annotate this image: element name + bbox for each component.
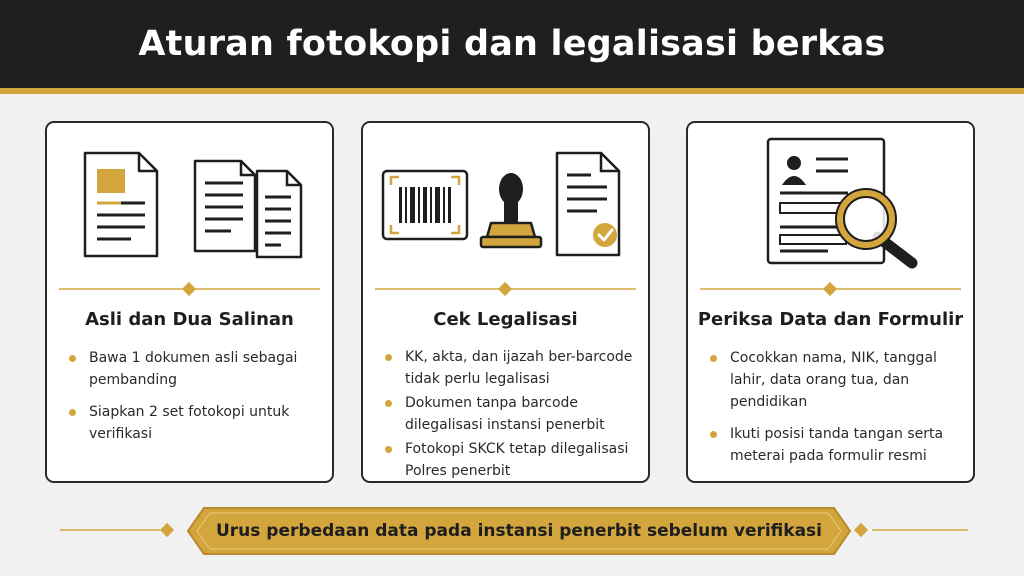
list-item: Dokumen tanpa barcode dilegalisasi instansi penerbit [385, 392, 640, 436]
card-1-illustration [47, 123, 332, 273]
bullet-dot-icon [385, 354, 392, 361]
bullet-dot-icon [69, 355, 76, 362]
card-check-data-and-form [686, 121, 975, 483]
page-title: Aturan fotokopi dan legalisasi berkas [138, 24, 886, 64]
list-item: Cocokkan nama, NIK, tanggal lahir, data orang tua, dan pendidikan [710, 347, 965, 413]
banner-text: Urus perbedaan data pada instansi penerbit sebelum verifikasi [215, 521, 823, 541]
card-heading: Asli dan Dua Salinan [85, 309, 294, 330]
bullet-dot-icon [710, 431, 717, 438]
copies-icon [195, 161, 301, 257]
card-3-illustration [688, 123, 973, 273]
bullet-list [385, 346, 640, 484]
bullet-dot-icon [69, 409, 76, 416]
verified-document-icon [557, 153, 619, 255]
list-item: Ikuti posisi tanda tangan serta meterai pada formulir resmi [710, 423, 965, 467]
bullet-dot-icon [710, 355, 717, 362]
card-2-illustration [363, 123, 648, 273]
bullet-dot-icon [385, 446, 392, 453]
card-original-and-copies [45, 121, 334, 483]
list-item: Fotokopi SKCK tetap dilegalisasi Polres penerbit [385, 438, 640, 482]
header [0, 0, 1024, 88]
barcode-icon [383, 171, 467, 239]
card-divider [700, 281, 961, 297]
list-item: Siapkan 2 set fotokopi untuk verifikasi [69, 401, 324, 445]
card-divider [375, 281, 636, 297]
card-legalization-check [361, 121, 650, 483]
footer-banner [186, 506, 852, 556]
card-heading: Periksa Data dan Formulir [697, 309, 964, 330]
bullet-list [69, 347, 324, 455]
list-item: KK, akta, dan ijazah ber-barcode tidak perlu legalisasi [385, 346, 640, 390]
bullet-dot-icon [385, 400, 392, 407]
header-accent-bar [0, 88, 1024, 94]
stamp-icon [481, 173, 541, 247]
list-item: Bawa 1 dokumen asli sebagai pembanding [69, 347, 324, 391]
bullet-list [710, 347, 965, 477]
original-document-icon [85, 153, 157, 256]
card-heading: Cek Legalisasi [433, 309, 578, 330]
card-divider [59, 281, 320, 297]
